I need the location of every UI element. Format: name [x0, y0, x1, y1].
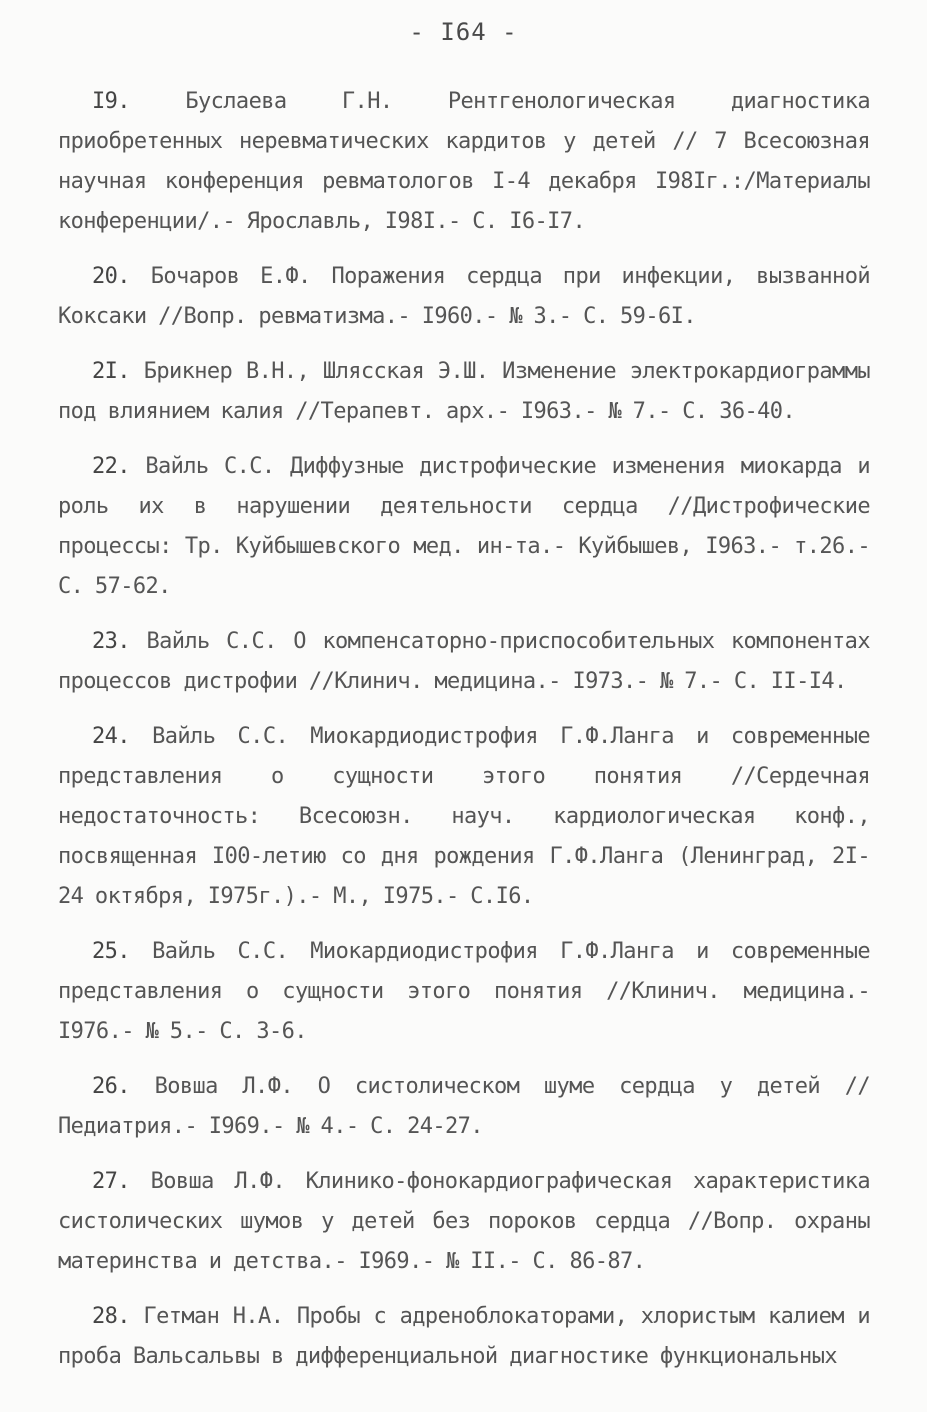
reference-text: Вайль С.С. Диффузные дистрофические изменения миокарда и роль их в нарушении деятельности сердца //Дистрофические процессы: Тр. Куйбышевского мед. ин-та.- Куйбышев, I963.- т.26.- С. 57-62.	[58, 454, 870, 599]
reference-item	[58, 932, 870, 1052]
reference-number: 28.	[92, 1304, 130, 1329]
reference-text: Вовша Л.Ф. О систолическом шуме сердца у детей //Педиатрия.- I969.- № 4.- С. 24-27.	[58, 1074, 870, 1139]
reference-number: 24.	[92, 724, 130, 749]
reference-item	[58, 257, 870, 337]
page-number: - I64 -	[409, 18, 518, 46]
reference-item	[58, 447, 870, 607]
reference-text: Вайль С.С. О компенсаторно-приспособительных компонентах процессов дистрофии //Клинич. медицина.- I973.- № 7.- С. II-I4.	[58, 629, 870, 694]
reference-item	[58, 82, 870, 242]
reference-text: Брикнер В.Н., Шлясская Э.Ш. Изменение электрокардиограммы под влиянием калия //Терапевт. арх.- I963.- № 7.- С. 36-40.	[58, 359, 870, 424]
reference-number: I9.	[92, 89, 130, 114]
reference-item	[58, 717, 870, 917]
reference-text: Гетман Н.А. Пробы с адреноблокаторами, хлористым калием и проба Вальсальвы в дифференциальной диагностике функциональных	[58, 1304, 870, 1369]
reference-item	[58, 622, 870, 702]
reference-number: 26.	[92, 1074, 130, 1099]
reference-text: Буслаева Г.Н. Рентгенологическая диагностика приобретенных неревматических кардитов у детей // 7 Всесоюзная научная конференция ревматологов I-4 декабря I98Iг.:/Материалы конференции/.- Ярославль, I98I.- С. I6-I7.	[58, 89, 870, 234]
reference-item	[58, 352, 870, 432]
reference-text: Бочаров Е.Ф. Поражения сердца при инфекции, вызванной Коксаки //Вопр. ревматизма.- I960.- № 3.- С. 59-6I.	[58, 264, 870, 329]
reference-item	[58, 1067, 870, 1147]
reference-number: 25.	[92, 939, 130, 964]
reference-number: 27.	[92, 1169, 130, 1194]
reference-item	[58, 1297, 870, 1377]
reference-number: 22.	[92, 454, 130, 479]
reference-number: 2I.	[92, 359, 130, 384]
reference-text: Вовша Л.Ф. Клинико-фонокардиографическая характеристика систолических шумов у детей без пороков сердца //Вопр. охраны материнства и детства.- I969.- № II.- С. 86-87.	[58, 1169, 871, 1274]
reference-item	[58, 1162, 870, 1282]
reference-text: Вайль С.С. Миокардиодистрофия Г.Ф.Ланга и современные представления о сущности этого понятия //Сердечная недостаточность: Всесоюзн. науч. кардиологическая конф., посвященная I00-летию со дня рождения Г.Ф.Ланга (Ленинград, 2I-24 октября, I975г.).- М., I975.- С.I6.	[58, 724, 870, 909]
reference-number: 20.	[92, 264, 130, 289]
reference-text: Вайль С.С. Миокардиодистрофия Г.Ф.Ланга и современные представления о сущности этого понятия //Клинич. медицина.- I976.- № 5.- С. 3-6.	[58, 939, 870, 1044]
reference-number: 23.	[92, 629, 130, 654]
reference-list	[58, 82, 870, 1392]
